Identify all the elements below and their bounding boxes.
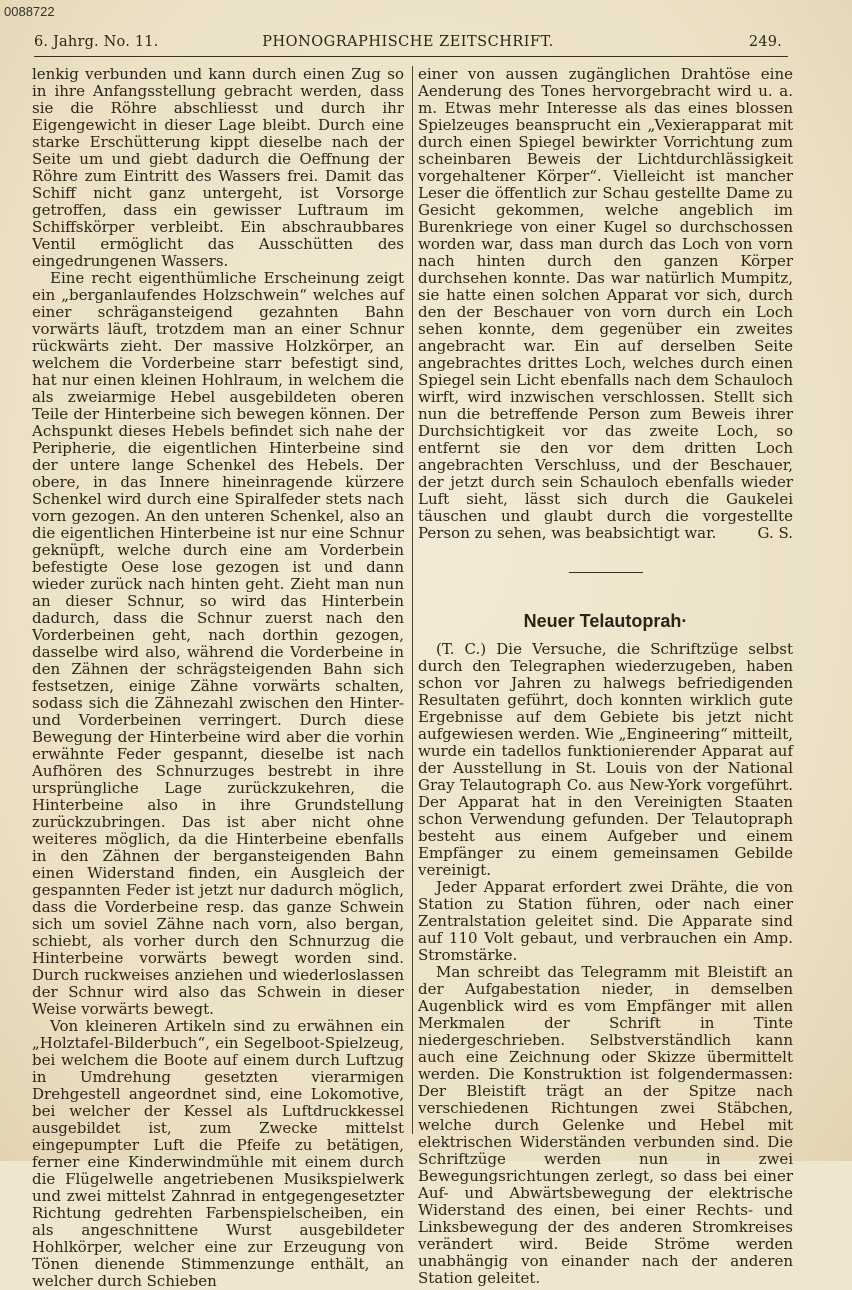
issue-number: 6. Jahrg. No. 11.	[34, 34, 159, 50]
journal-title: PHONOGRAPHISCHE ZEITSCHRIFT.	[262, 34, 554, 50]
article-title: Neuer Telautoprah·	[523, 611, 688, 631]
header-rule	[34, 56, 788, 57]
page-header	[34, 34, 782, 54]
left-column	[32, 65, 404, 1290]
author-signature: G. S.	[757, 524, 793, 542]
paragraph: Jeder Apparat erfordert zwei Drähte, die von Station zu Station führen, oder nach einer Zentralstation geleitet sind. Die Apparate sind auf 110 Volt gebaut, und verbrauchen ein Amp. Stromstärke.	[418, 878, 793, 964]
paragraph-text: einer von aussen zugänglichen Drahtöse eine Aenderung des Tones hervorgebracht wird u. a. m. Etwas mehr Interesse als das eines blossen Spielzeuges beansprucht ein „Vexierapparat mit durch einen Spiegel bewirkter Vorrichtung zum scheinbaren Beweis der Lichtdurchlässigkeit vorgehaltener Körper“. Vielleicht ist mancher Leser die öffentlich zur Schau gestellte Dame zu Gesicht gekommen, welche angeblich im Burenkriege von einer Kugel so durchschossen worden war, dass man durch das Loch von vorn nach hinten durch den ganzen Körper durchsehen konnte. Das war natürlich Mumpitz, sie hatte einen solchen Apparat vor sich, durch den der Beschauer von vorn durch ein Loch sehen konnte, dem gegenüber ein zweites angebracht war. Ein auf derselben Seite angebrachtes drittes Loch, welches durch einen Spiegel sein Licht ebenfalls nach dem Schauloch wirft, wird inzwischen verschlossen. Stellt sich nun die betreffende Person zum Beweis ihrer Durchsichtigkeit vor das zweite Loch, so entfernt sie den vor dem dritten Loch angebrachten Verschluss, und der Beschauer, der jetzt durch sein Schauloch ebenfalls wieder Luft sieht, lässt sich durch die Gaukelei täuschen und glaubt durch die vorgestellte Person zu sehen, was beabsichtigt war.	[418, 65, 793, 542]
right-column	[418, 65, 793, 1287]
paragraph	[418, 66, 793, 542]
section-divider	[569, 572, 643, 573]
paragraph: Man schreibt das Telegramm mit Bleistift an der Aufgabestation nieder, in demselben Augenblick wird es vom Empfänger mit allen Merkmalen der Schrift in Tinte niedergeschrieben. Selbstverständlich kann auch eine Zeichnung oder Skizze übermittelt werden. Die Konstruktion ist folgendermassen: Der Bleistift trägt an der Spitze nach verschiedenen Richtungen zwei Stäbchen, welche durch Gelenke und Hebel mit elektrischen Widerständen verbunden sind. Die Schriftzüge werden nun in zwei Bewegungsrichtungen zerlegt, so dass bei einer Auf- und Abwärtsbewegung der elektrische Widerstand des einen, bei einer Rechts- und Linksbewegung der des anderen Stromkreises verändert wird. Beide Ströme werden unabhängig von einander nach der anderen Station geleitet.	[418, 963, 793, 1287]
page-number: 249.	[748, 34, 782, 50]
paragraph: lenkig verbunden und kann durch einen Zug so in ihre Anfangsstellung gebracht werden, dass sie die Röhre abschliesst und durch ihr Eigengewicht in dieser Lage bleibt. Durch eine starke Erschütterung kippt dieselbe nach der Seite um und giebt dadurch die Oeffnung der Röhre zum Eintritt des Wassers frei. Damit das Schiff nicht ganz untergeht, ist Vorsorge getroffen, dass ein gewisser Luftraum im Schiffskörper verbleibt. Ein abschraubbares Ventil ermöglicht das Ausschütten des eingedrungenen Wassers.	[32, 65, 404, 270]
scan-id-label: 0088722	[4, 4, 55, 19]
column-divider	[412, 66, 413, 1134]
paragraph: Von kleineren Artikeln sind zu erwähnen ein „Holztafel-Bilderbuch“, ein Segelboot-Spielzeug, bei welchem die Boote auf einem durch Luftzug in Umdrehung gesetzten vierarmigen Drehgestell angeordnet sind, eine Lokomotive, bei welcher der Kessel als Luftdruckkessel ausgebildet ist, zum Zwecke mittelst eingepumpter Luft die Pfeife zu betätigen, ferner eine Kinderwindmühle mit einem durch die Flügelwelle angetriebenen Musikspielwerk und zwei mittelst Zahnrad in entgegengesetzter Richtung gedrehten Farbenspielscheiben, ein als angeschnittene Wurst ausgebildeter Hohlkörper, welcher eine zur Erzeugung von Tönen dienende Stimmenzunge enthält, an welcher durch Schieben	[32, 1017, 404, 1290]
paragraph: Eine recht eigenthümliche Erscheinung zeigt ein „berganlaufendes Holzschwein“ welches auf einer schrägansteigend gezahnten Bahn vorwärts läuft, trotzdem man an einer Schnur rückwärts zieht. Der massive Holzkörper, an welchem die Vorderbeine starr befestigt sind, hat nur einen kleinen Hohlraum, in welchem die als zweiarmige Hebel ausgebildeten oberen Teile der Hinterbeine sich bewegen können. Der Achspunkt dieses Hebels befindet sich nahe der Peripherie, die eigentlichen Hinterbeine sind der untere lange Schenkel des Hebels. Der obere, in das Innere hineinragende kürzere Schenkel wird durch eine Spiralfeder stets nach vorn gezogen. An den unteren Schenkel, also an die eigentlichen Hinterbeine ist nur eine Schnur geknüpft, welche durch eine am Vorderbein befestigte Oese lose gezogen ist und dann wieder zurück nach hinten geht. Zieht man nun an dieser Schnur, so wird das Hinterbein dadurch, dass die Schnur zuerst nach den Vorderbeinen geht, nach dorthin gezogen, dasselbe wird also, während die Vorderbeine in den Zähnen der schrägsteigenden Bahn sich festsetzen, einige Zähne vorwärts schalten, sodass sich die Zähnezahl zwischen den Hinter- und Vorderbeinen verringert. Durch diese Bewegung der Hinterbeine wird aber die vorhin erwähnte Feder gespannt, dieselbe ist nach Aufhören des Schnurzuges bestrebt in ihre ursprüngliche Lage zurückzukehren, die Hinterbeine also in ihre Grundstellung zurückzubringen. Das ist aber nicht ohne weiteres möglich, da die Hinterbeine ebenfalls in den Zähnen der bergansteigenden Bahn einen Widerstand finden, ein Ausgleich der gespannten Feder ist jetzt nur dadurch möglich, dass die Vorderbeine resp. das ganze Schwein sich um soviel Zähne nach vorn, also bergan, schiebt, als vorher durch den Schnurzug die Hinterbeine vorwärts bewegt worden sind. Durch ruckweises anziehen und wiederloslassen der Schnur wird also das Schwein in dieser Weise vorwärts bewegt.	[32, 269, 404, 1018]
paragraph: (T. C.) Die Versuche, die Schriftzüge selbst durch den Telegraphen wiederzugeben, haben schon vor Jahren zu halwegs befriedigenden Resultaten geführt, doch konnten wirklich gute Ergebnisse auf dem Gebiete bis jetzt nicht aufgewiesen werden. Wie „Engineering“ mitteilt, wurde ein tadellos funktionierender Apparat auf der Ausstellung in St. Louis von der National Gray Telautograph Co. aus New-York vorgeführt. Der Apparat hat in den Vereinigten Staaten schon Verwendung gefunden. Der Telautopraph besteht aus einem Aufgeber und einem Empfänger zu einem gemeinsamen Gebilde vereinigt.	[418, 640, 793, 879]
